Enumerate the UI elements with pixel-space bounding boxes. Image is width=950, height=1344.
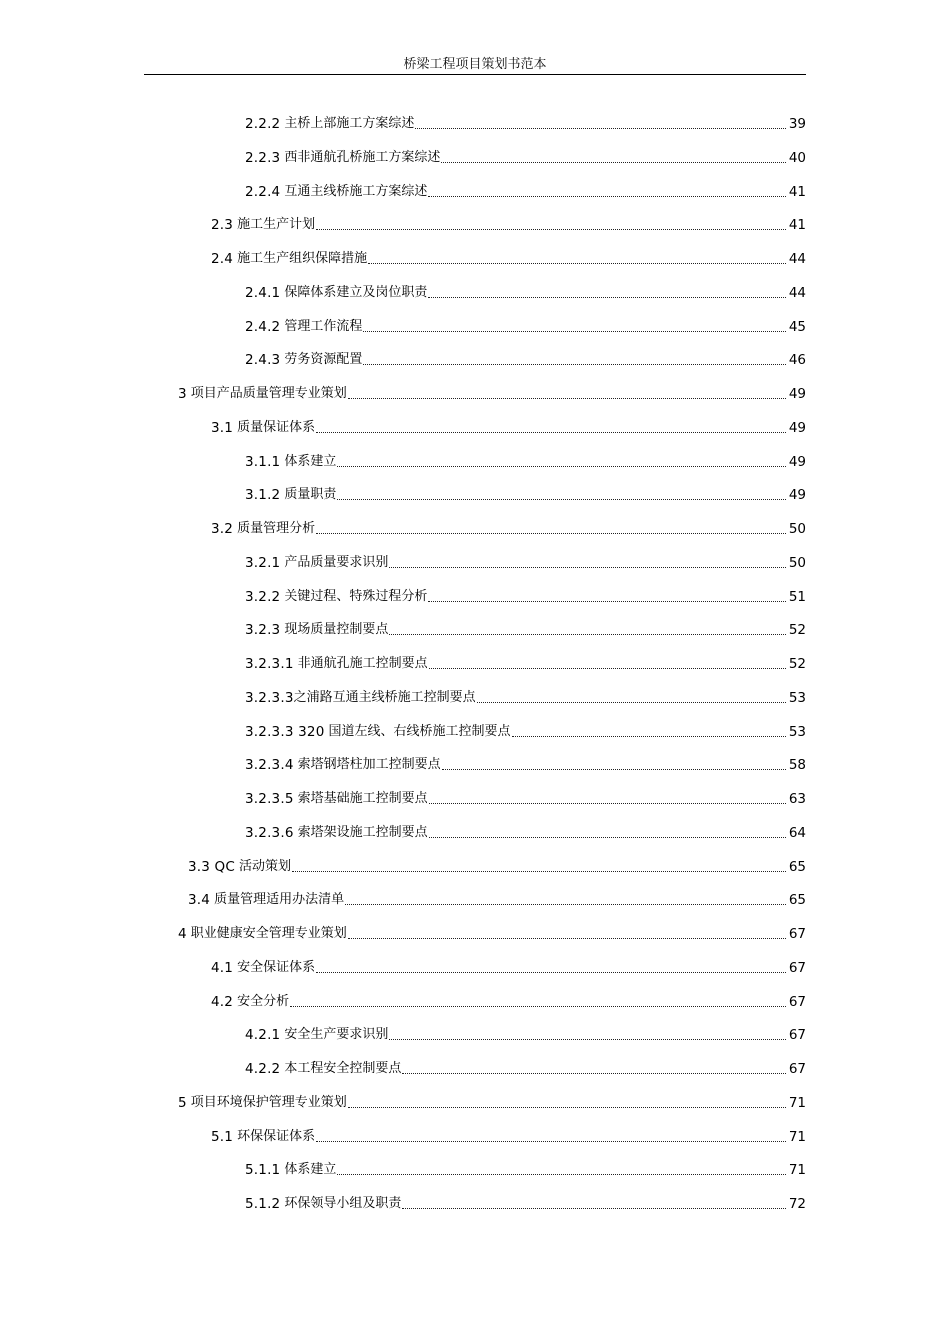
toc-entry-title: 非通航孔施工控制要点 bbox=[297, 656, 428, 671]
toc-dot-leader bbox=[345, 904, 786, 905]
toc-entry-number: 4.2 bbox=[211, 993, 234, 1010]
toc-entry-title: 体系建立 bbox=[284, 453, 337, 469]
toc-entry-page-number: 63 bbox=[788, 791, 806, 807]
toc-entry-number: 3.2.3.5 bbox=[245, 791, 294, 807]
toc-entry-page-number: 49 bbox=[788, 419, 806, 436]
toc-entry[interactable] bbox=[245, 350, 806, 370]
toc-entry-title: 施工生产计划 bbox=[237, 217, 316, 233]
toc-entry-page-number: 67 bbox=[788, 1027, 806, 1044]
toc-entry-page-number: 39 bbox=[788, 116, 806, 132]
toc-entry-number: 3.2.3 bbox=[245, 622, 281, 639]
toc-entry-title: 活动策划 bbox=[239, 858, 292, 874]
toc-dot-leader bbox=[337, 499, 786, 500]
toc-entry-number: 3.4 bbox=[188, 892, 211, 909]
toc-entry-title: 主桥上部施工方案综述 bbox=[284, 116, 415, 131]
toc-entry-title: 项目环境保护管理专业策划 bbox=[190, 1094, 347, 1110]
toc-entry-title: 西非通航孔桥施工方案综述 bbox=[284, 149, 441, 165]
toc-entry-page-number: 45 bbox=[788, 318, 806, 335]
toc-entry-title: 保障体系建立及岗位职责 bbox=[284, 284, 428, 300]
toc-entry-number: 5.1.1 bbox=[245, 1162, 281, 1179]
toc-dot-leader bbox=[429, 837, 786, 838]
toc-entry-page-number: 51 bbox=[788, 588, 806, 605]
toc-entry-page-number: 50 bbox=[788, 521, 806, 537]
toc-entry[interactable] bbox=[245, 1194, 806, 1214]
toc-entry-page-number: 46 bbox=[788, 352, 806, 369]
toc-dot-leader bbox=[402, 1073, 786, 1074]
toc-entry-title: 索塔钢塔柱加工控制要点 bbox=[297, 757, 441, 773]
toc-entry-title: 产品质量要求识别 bbox=[284, 554, 389, 570]
toc-dot-leader bbox=[429, 803, 786, 804]
toc-entry[interactable] bbox=[188, 857, 806, 877]
toc-entry-title: 安全保证体系 bbox=[237, 959, 316, 975]
toc-entry[interactable] bbox=[178, 384, 806, 404]
toc-dot-leader bbox=[316, 1141, 786, 1142]
toc-entry[interactable] bbox=[245, 789, 806, 809]
toc-entry-page-number: 41 bbox=[788, 183, 806, 200]
toc-dot-leader bbox=[290, 1006, 786, 1007]
toc-entry[interactable] bbox=[178, 1093, 806, 1113]
toc-entry[interactable] bbox=[245, 1025, 806, 1045]
toc-entry-page-number: 50 bbox=[788, 554, 806, 571]
toc-entry-page-number: 72 bbox=[788, 1196, 806, 1212]
toc-entry-number: 4.2.2 bbox=[245, 1061, 281, 1077]
toc-entry[interactable] bbox=[211, 1127, 806, 1147]
toc-entry-number: 2.2.3 bbox=[245, 149, 281, 166]
toc-entry-number: 2.4.1 bbox=[245, 284, 281, 301]
toc-entry-page-number: 49 bbox=[788, 453, 806, 470]
toc-dot-leader bbox=[441, 162, 786, 163]
toc-entry-number: 3.2.1 bbox=[245, 554, 281, 571]
toc-entry-number: 3.2 bbox=[211, 521, 234, 537]
toc-entry-title: 索塔基础施工控制要点 bbox=[297, 791, 428, 806]
toc-entry-title: 质量保证体系 bbox=[237, 419, 316, 435]
toc-entry[interactable] bbox=[245, 182, 806, 202]
toc-entry-page-number: 44 bbox=[788, 251, 806, 267]
toc-dot-leader bbox=[316, 533, 786, 534]
toc-entry[interactable] bbox=[211, 249, 806, 269]
toc-entry-title: 现场质量控制要点 bbox=[284, 622, 389, 638]
toc-dot-leader bbox=[363, 331, 786, 332]
toc-entry-title: 质量职责 bbox=[284, 487, 337, 503]
toc-entry[interactable] bbox=[245, 620, 806, 640]
toc-entry-title: 劳务资源配置 bbox=[284, 352, 363, 368]
toc-entry-page-number: 67 bbox=[788, 993, 806, 1010]
toc-dot-leader bbox=[402, 1208, 786, 1209]
toc-entry-page-number: 58 bbox=[788, 757, 806, 774]
toc-entry-page-number: 67 bbox=[788, 926, 806, 942]
page-header-title: 桥梁工程项目策划书范本 bbox=[403, 57, 547, 72]
toc-entry-number: 3 bbox=[178, 386, 187, 402]
toc-entry-page-number: 67 bbox=[788, 959, 806, 976]
toc-entry-number: 3.2.3.6 bbox=[245, 824, 294, 841]
toc-entry-number: 3.1.2 bbox=[245, 487, 281, 504]
toc-entry-number: 3.1.1 bbox=[245, 453, 281, 470]
toc-entry-number: 4.2.1 bbox=[245, 1027, 281, 1044]
toc-dot-leader bbox=[477, 702, 786, 703]
toc-entry-number: 2.4.2 bbox=[245, 318, 281, 335]
toc-entry[interactable] bbox=[245, 317, 806, 337]
toc-entry-number: 2.3 bbox=[211, 217, 234, 234]
toc-entry-number: 4 bbox=[178, 926, 187, 942]
toc-entry-page-number: 64 bbox=[788, 824, 806, 841]
toc-entry-page-number: 71 bbox=[788, 1128, 806, 1145]
toc-entry-title: 安全生产要求识别 bbox=[284, 1027, 389, 1043]
toc-entry-number: 5.1.2 bbox=[245, 1196, 281, 1212]
toc-entry[interactable] bbox=[245, 1160, 806, 1180]
toc-entry-title: 质量管理分析 bbox=[237, 521, 316, 536]
toc-entry[interactable] bbox=[245, 823, 806, 843]
toc-entry-number: 2.2.4 bbox=[245, 183, 281, 200]
toc-dot-leader bbox=[512, 736, 786, 737]
toc-entry-number: 2.2.2 bbox=[245, 116, 281, 132]
toc-dot-leader bbox=[428, 297, 786, 298]
toc-dot-leader bbox=[428, 196, 786, 197]
toc-entry-page-number: 49 bbox=[788, 487, 806, 504]
toc-entry-page-number: 65 bbox=[788, 858, 806, 875]
toc-entry-page-number: 52 bbox=[788, 622, 806, 639]
toc-dot-leader bbox=[389, 567, 786, 568]
toc-entry-page-number: 71 bbox=[788, 1094, 806, 1111]
toc-entry-number: 4.1 bbox=[211, 959, 234, 976]
toc-entry-page-number: 41 bbox=[788, 217, 806, 234]
toc-dot-leader bbox=[389, 1039, 786, 1040]
toc-entry-page-number: 65 bbox=[788, 892, 806, 909]
toc-entry[interactable] bbox=[245, 283, 806, 303]
toc-entry-title: 管理工作流程 bbox=[284, 318, 363, 334]
toc-dot-leader bbox=[429, 668, 786, 669]
toc-entry[interactable] bbox=[211, 519, 806, 539]
toc-entry-title: 之浦路互通主线桥施工控制要点 bbox=[293, 689, 476, 705]
toc-entry-title: 索塔架设施工控制要点 bbox=[297, 824, 428, 840]
toc-entry-title: 施工生产组织保障措施 bbox=[237, 251, 368, 266]
toc-entry[interactable] bbox=[245, 553, 806, 573]
toc-entry-number: 5.1 bbox=[211, 1128, 234, 1145]
toc-entry-title: 项目产品质量管理专业策划 bbox=[190, 386, 347, 401]
toc-entry-title: 关键过程、特殊过程分析 bbox=[284, 588, 428, 604]
toc-dot-leader bbox=[337, 466, 786, 467]
toc-dot-leader bbox=[348, 938, 786, 939]
toc-entry-page-number: 40 bbox=[788, 149, 806, 166]
toc-entry[interactable] bbox=[211, 958, 806, 978]
toc-dot-leader bbox=[428, 601, 786, 602]
toc-entry-number: 3.2.3.4 bbox=[245, 757, 294, 774]
toc-entry[interactable] bbox=[245, 1059, 806, 1079]
toc-entry[interactable] bbox=[245, 587, 806, 607]
toc-entry-number: 2.4.3 bbox=[245, 352, 281, 369]
toc-entry[interactable] bbox=[245, 114, 806, 134]
toc-entry-title: 本工程安全控制要点 bbox=[284, 1061, 402, 1076]
toc-dot-leader bbox=[316, 972, 786, 973]
toc-dot-leader bbox=[316, 432, 786, 433]
toc-entry[interactable] bbox=[245, 485, 806, 505]
toc-dot-leader bbox=[415, 128, 786, 129]
toc-entry[interactable] bbox=[245, 148, 806, 168]
toc-entry[interactable] bbox=[178, 924, 806, 944]
toc-dot-leader bbox=[292, 871, 786, 872]
toc-entry-number: 3.2.3.1 bbox=[245, 656, 294, 672]
toc-entry-page-number: 52 bbox=[788, 656, 806, 672]
toc-dot-leader bbox=[348, 398, 786, 399]
toc-entry[interactable] bbox=[245, 722, 806, 742]
toc-dot-leader bbox=[348, 1107, 786, 1108]
toc-dot-leader bbox=[368, 263, 786, 264]
toc-dot-leader bbox=[337, 1174, 786, 1175]
toc-entry-page-number: 53 bbox=[788, 723, 806, 740]
toc-entry-title: 安全分析 bbox=[237, 993, 290, 1009]
toc-entry[interactable] bbox=[211, 418, 806, 438]
toc-entry[interactable] bbox=[245, 688, 806, 708]
toc-entry-page-number: 44 bbox=[788, 284, 806, 301]
toc-entry-title: 环保领导小组及职责 bbox=[284, 1196, 402, 1211]
toc-entry-title: 职业健康安全管理专业策划 bbox=[190, 926, 347, 941]
toc-entry-number: 3.2.2 bbox=[245, 588, 281, 605]
toc-dot-leader bbox=[363, 364, 786, 365]
toc-entry[interactable] bbox=[211, 992, 806, 1012]
toc-entry-title: 体系建立 bbox=[284, 1162, 337, 1178]
toc-entry[interactable] bbox=[188, 890, 806, 910]
toc-entry[interactable] bbox=[211, 215, 806, 235]
toc-dot-leader bbox=[442, 769, 786, 770]
toc-dot-leader bbox=[389, 634, 786, 635]
toc-entry-number: 5 bbox=[178, 1094, 187, 1111]
toc-entry-page-number: 71 bbox=[788, 1162, 806, 1179]
toc-entry-number: 3.2.3.3 bbox=[245, 689, 294, 706]
toc-entry-title: 环保保证体系 bbox=[237, 1128, 316, 1144]
toc-entry[interactable] bbox=[245, 452, 806, 472]
toc-entry-number: 3.2.3.3 320 bbox=[245, 723, 325, 740]
toc-dot-leader bbox=[316, 229, 786, 230]
toc-entry-page-number: 49 bbox=[788, 386, 806, 402]
toc-entry[interactable] bbox=[245, 755, 806, 775]
toc-entry-page-number: 53 bbox=[788, 689, 806, 706]
toc-entry-number: 3.3 QC bbox=[188, 858, 236, 875]
toc-entry-number: 2.4 bbox=[211, 251, 234, 267]
toc-entry-title: 互通主线桥施工方案综述 bbox=[284, 183, 428, 199]
toc-entry-title: 国道左线、右线桥施工控制要点 bbox=[328, 723, 511, 739]
toc-entry[interactable] bbox=[245, 654, 806, 674]
toc-entry-page-number: 67 bbox=[788, 1061, 806, 1077]
toc-entry-title: 质量管理适用办法清单 bbox=[214, 892, 345, 908]
toc-entry-number: 3.1 bbox=[211, 419, 234, 436]
